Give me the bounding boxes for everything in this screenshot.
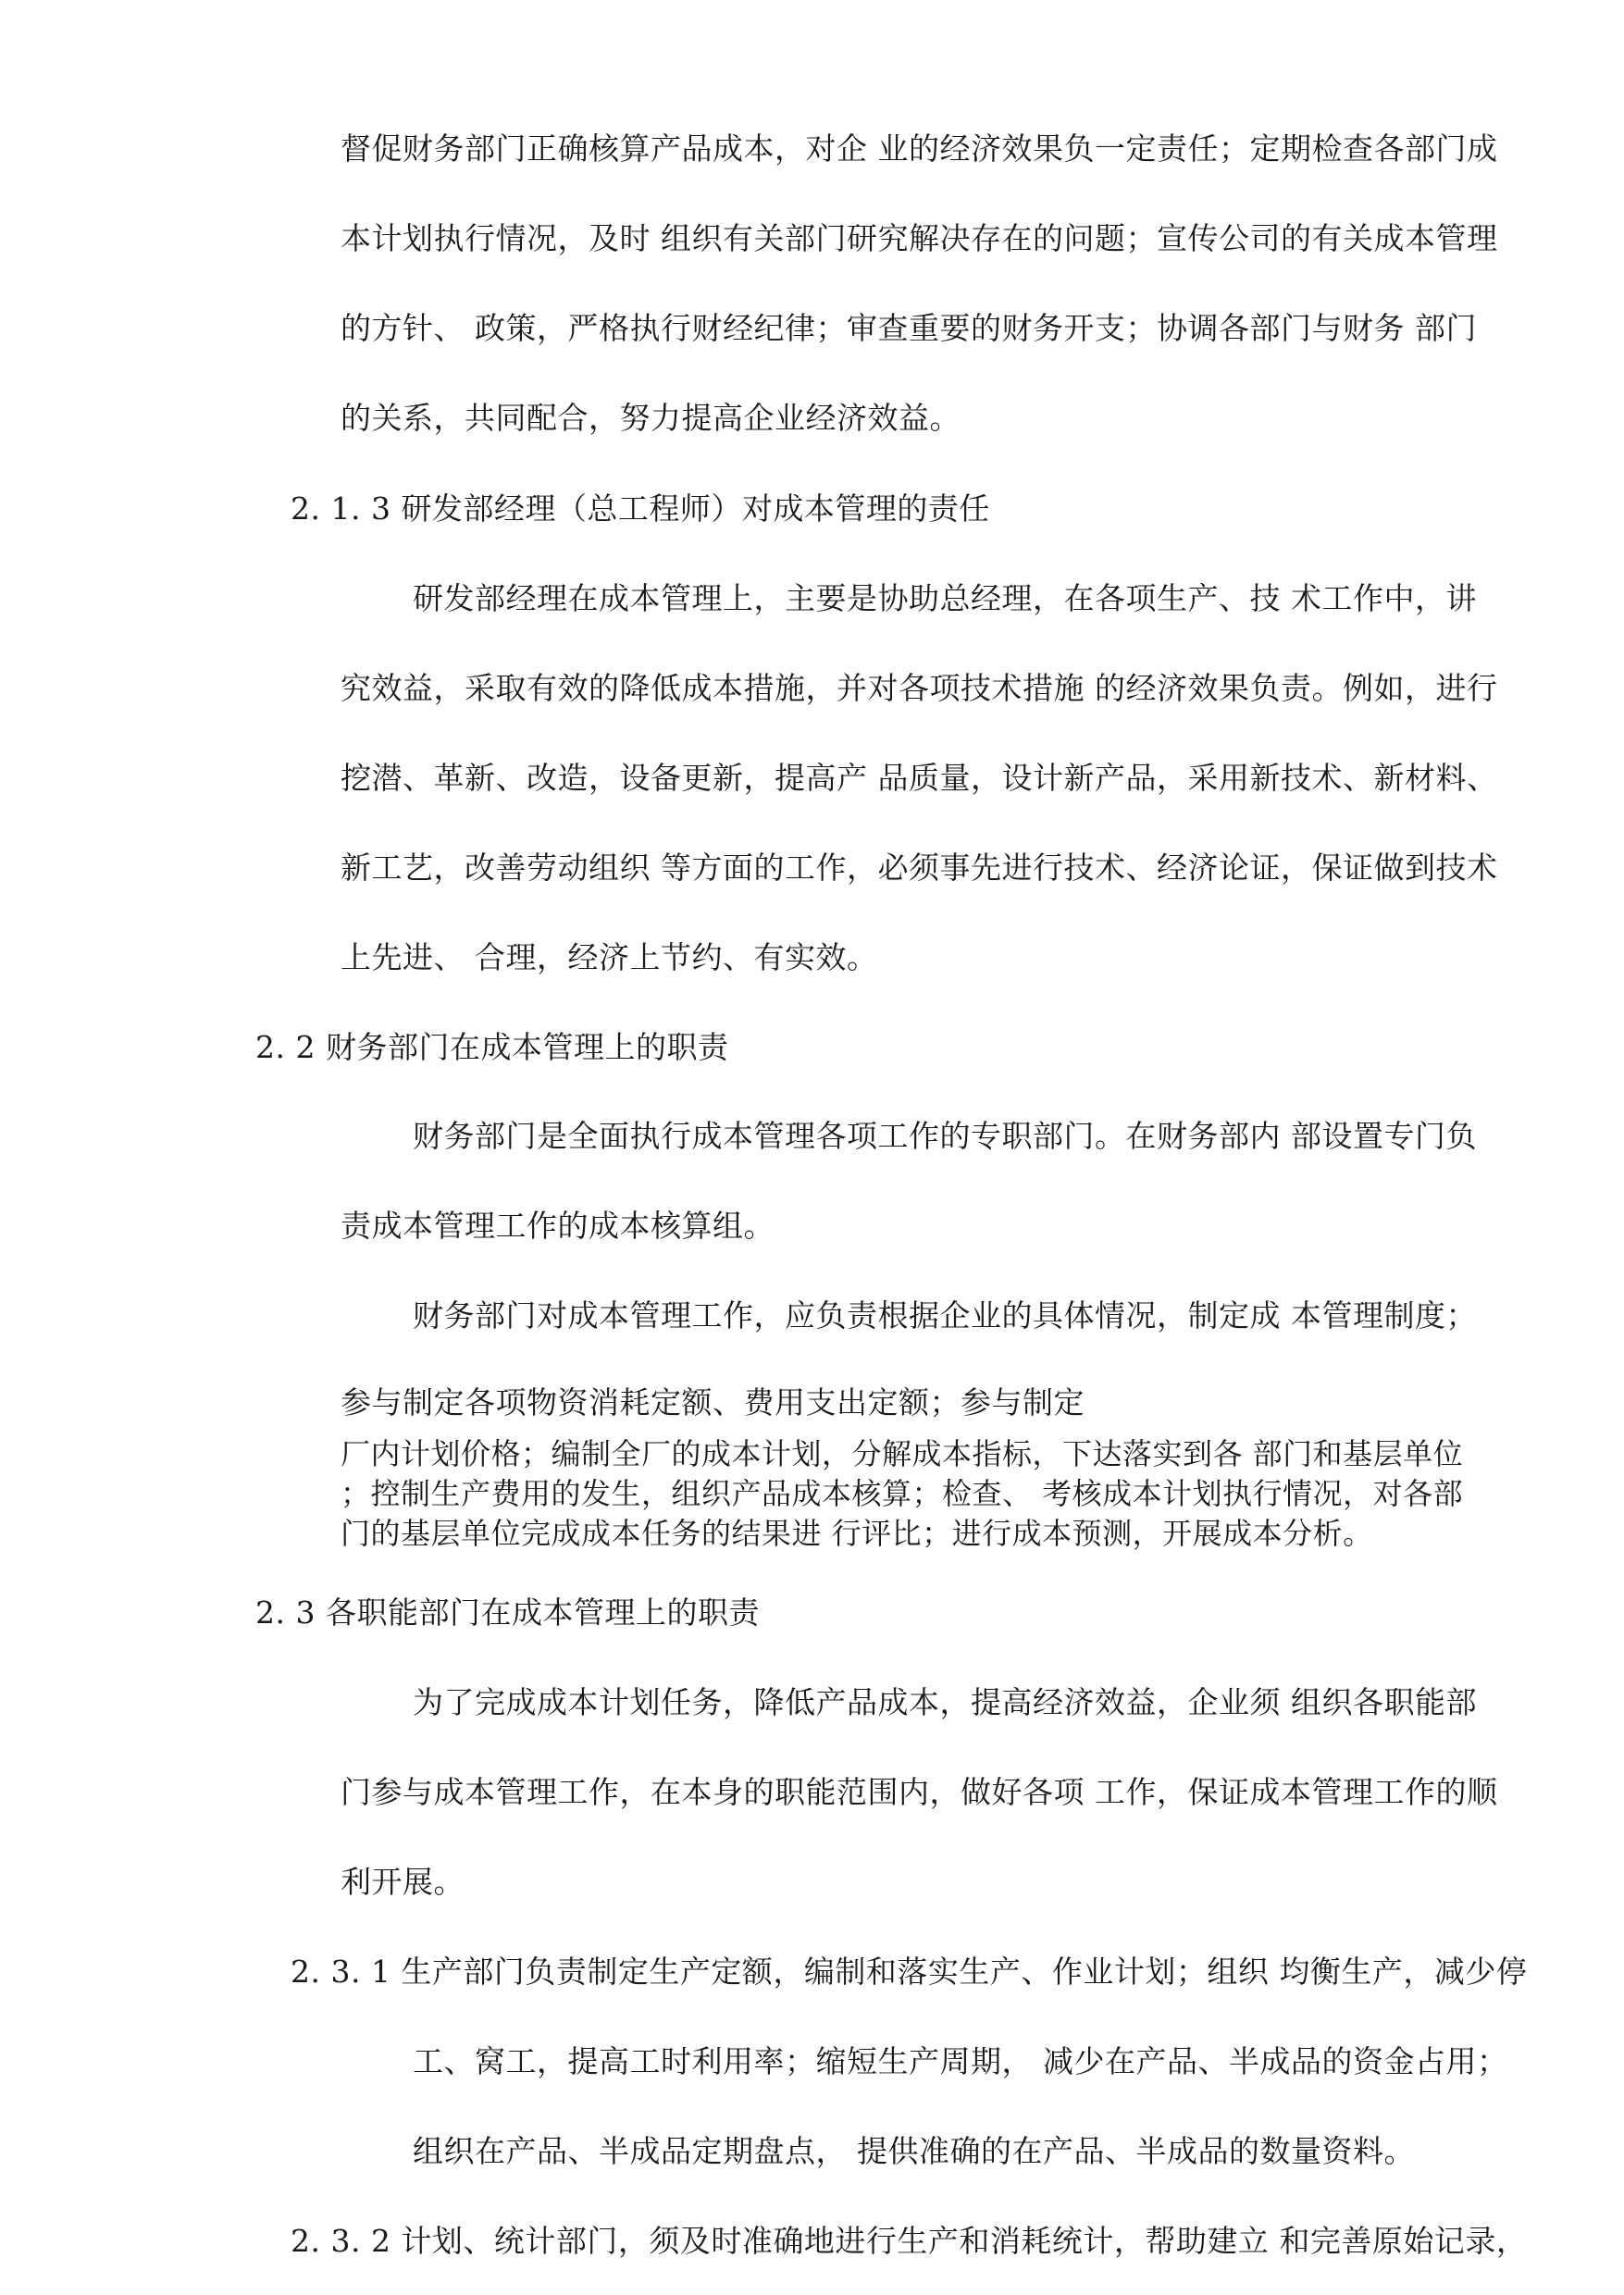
- paragraph-line: 利开展。: [341, 1864, 465, 1900]
- paragraph-line: 上先进、 合理，经济上节约、有实效。: [341, 939, 878, 975]
- paragraph-line: 门的基层单位完成成本任务的结果进 行评比；进行成本预测，开展成本分析。: [341, 1516, 1373, 1551]
- section-heading: 2. 3. 1 生产部门负责制定生产定额，编制和落实生产、作业计划；组织 均衡生产，减少停: [291, 1954, 1528, 1990]
- section-heading: 2. 1. 3 研发部经理（总工程师）对成本管理的责任: [291, 490, 990, 527]
- paragraph-line: 为了完成成本计划任务，降低产品成本，提高经济效益，企业须 组织各职能部: [413, 1684, 1477, 1720]
- paragraph-line: 责成本管理工作的成本核算组。: [341, 1208, 775, 1244]
- paragraph-line: 本计划执行情况，及时 组织有关部门研究解决存在的问题；宣传公司的有关成本管理: [341, 220, 1498, 256]
- paragraph-line: 研发部经理在成本管理上，主要是协助总经理，在各项生产、技 术工作中，讲: [413, 580, 1477, 616]
- section-heading: 2. 2 财务部门在成本管理上的职责: [255, 1029, 729, 1065]
- paragraph-line: 门参与成本管理工作，在本身的职能范围内，做好各项 工作，保证成本管理工作的顺: [341, 1774, 1498, 1810]
- paragraph-line: 挖潜、革新、改造，设备更新，提高产 品质量，设计新产品，采用新技术、新材料、: [341, 760, 1498, 796]
- paragraph-line: 参与制定各项物资消耗定额、费用支出定额；参与制定: [341, 1384, 1085, 1420]
- paragraph-line: 督促财务部门正确核算产品成本，对企 业的经济效果负一定责任；定期检查各部门成: [341, 130, 1498, 167]
- paragraph-line: 组织在产品、半成品定期盘点， 提供准确的在产品、半成品的数量资料。: [413, 2133, 1415, 2169]
- paragraph-line: 新工艺，改善劳动组织 等方面的工作，必须事先进行技术、经济论证，保证做到技术: [341, 850, 1498, 886]
- section-heading: 2. 3. 2 计划、统计部门，须及时准确地进行生产和消耗统计，帮助建立 和完善原始记录，: [291, 2223, 1528, 2259]
- paragraph-line: 的关系，共同配合，努力提高企业经济效益。: [341, 400, 961, 436]
- paragraph-line: 厂内计划价格；编制全厂的成本计划，分解成本指标，下达落实到各 部门和基层单位: [341, 1436, 1464, 1471]
- paragraph-line: 究效益，采取有效的降低成本措施，并对各项技术措施 的经济效果负责。例如，进行: [341, 670, 1498, 706]
- paragraph-line: 的方针、 政策，严格执行财经纪律；审查重要的财务开支；协调各部门与财务 部门: [341, 310, 1477, 346]
- paragraph-line: 财务部门对成本管理工作，应负责根据企业的具体情况，制定成 本管理制度；: [413, 1297, 1477, 1334]
- section-heading: 2. 3 各职能部门在成本管理上的职责: [255, 1594, 760, 1631]
- paragraph-line: 财务部门是全面执行成本管理各项工作的专职部门。在财务部内 部设置专门负: [413, 1118, 1477, 1154]
- paragraph-line: ；控制生产费用的发生，组织产品成本核算；检查、 考核成本计划执行情况，对各部: [341, 1476, 1464, 1511]
- paragraph-line: 工、窝工，提高工时利用率；缩短生产周期， 减少在产品、半成品的资金占用；: [413, 2043, 1508, 2079]
